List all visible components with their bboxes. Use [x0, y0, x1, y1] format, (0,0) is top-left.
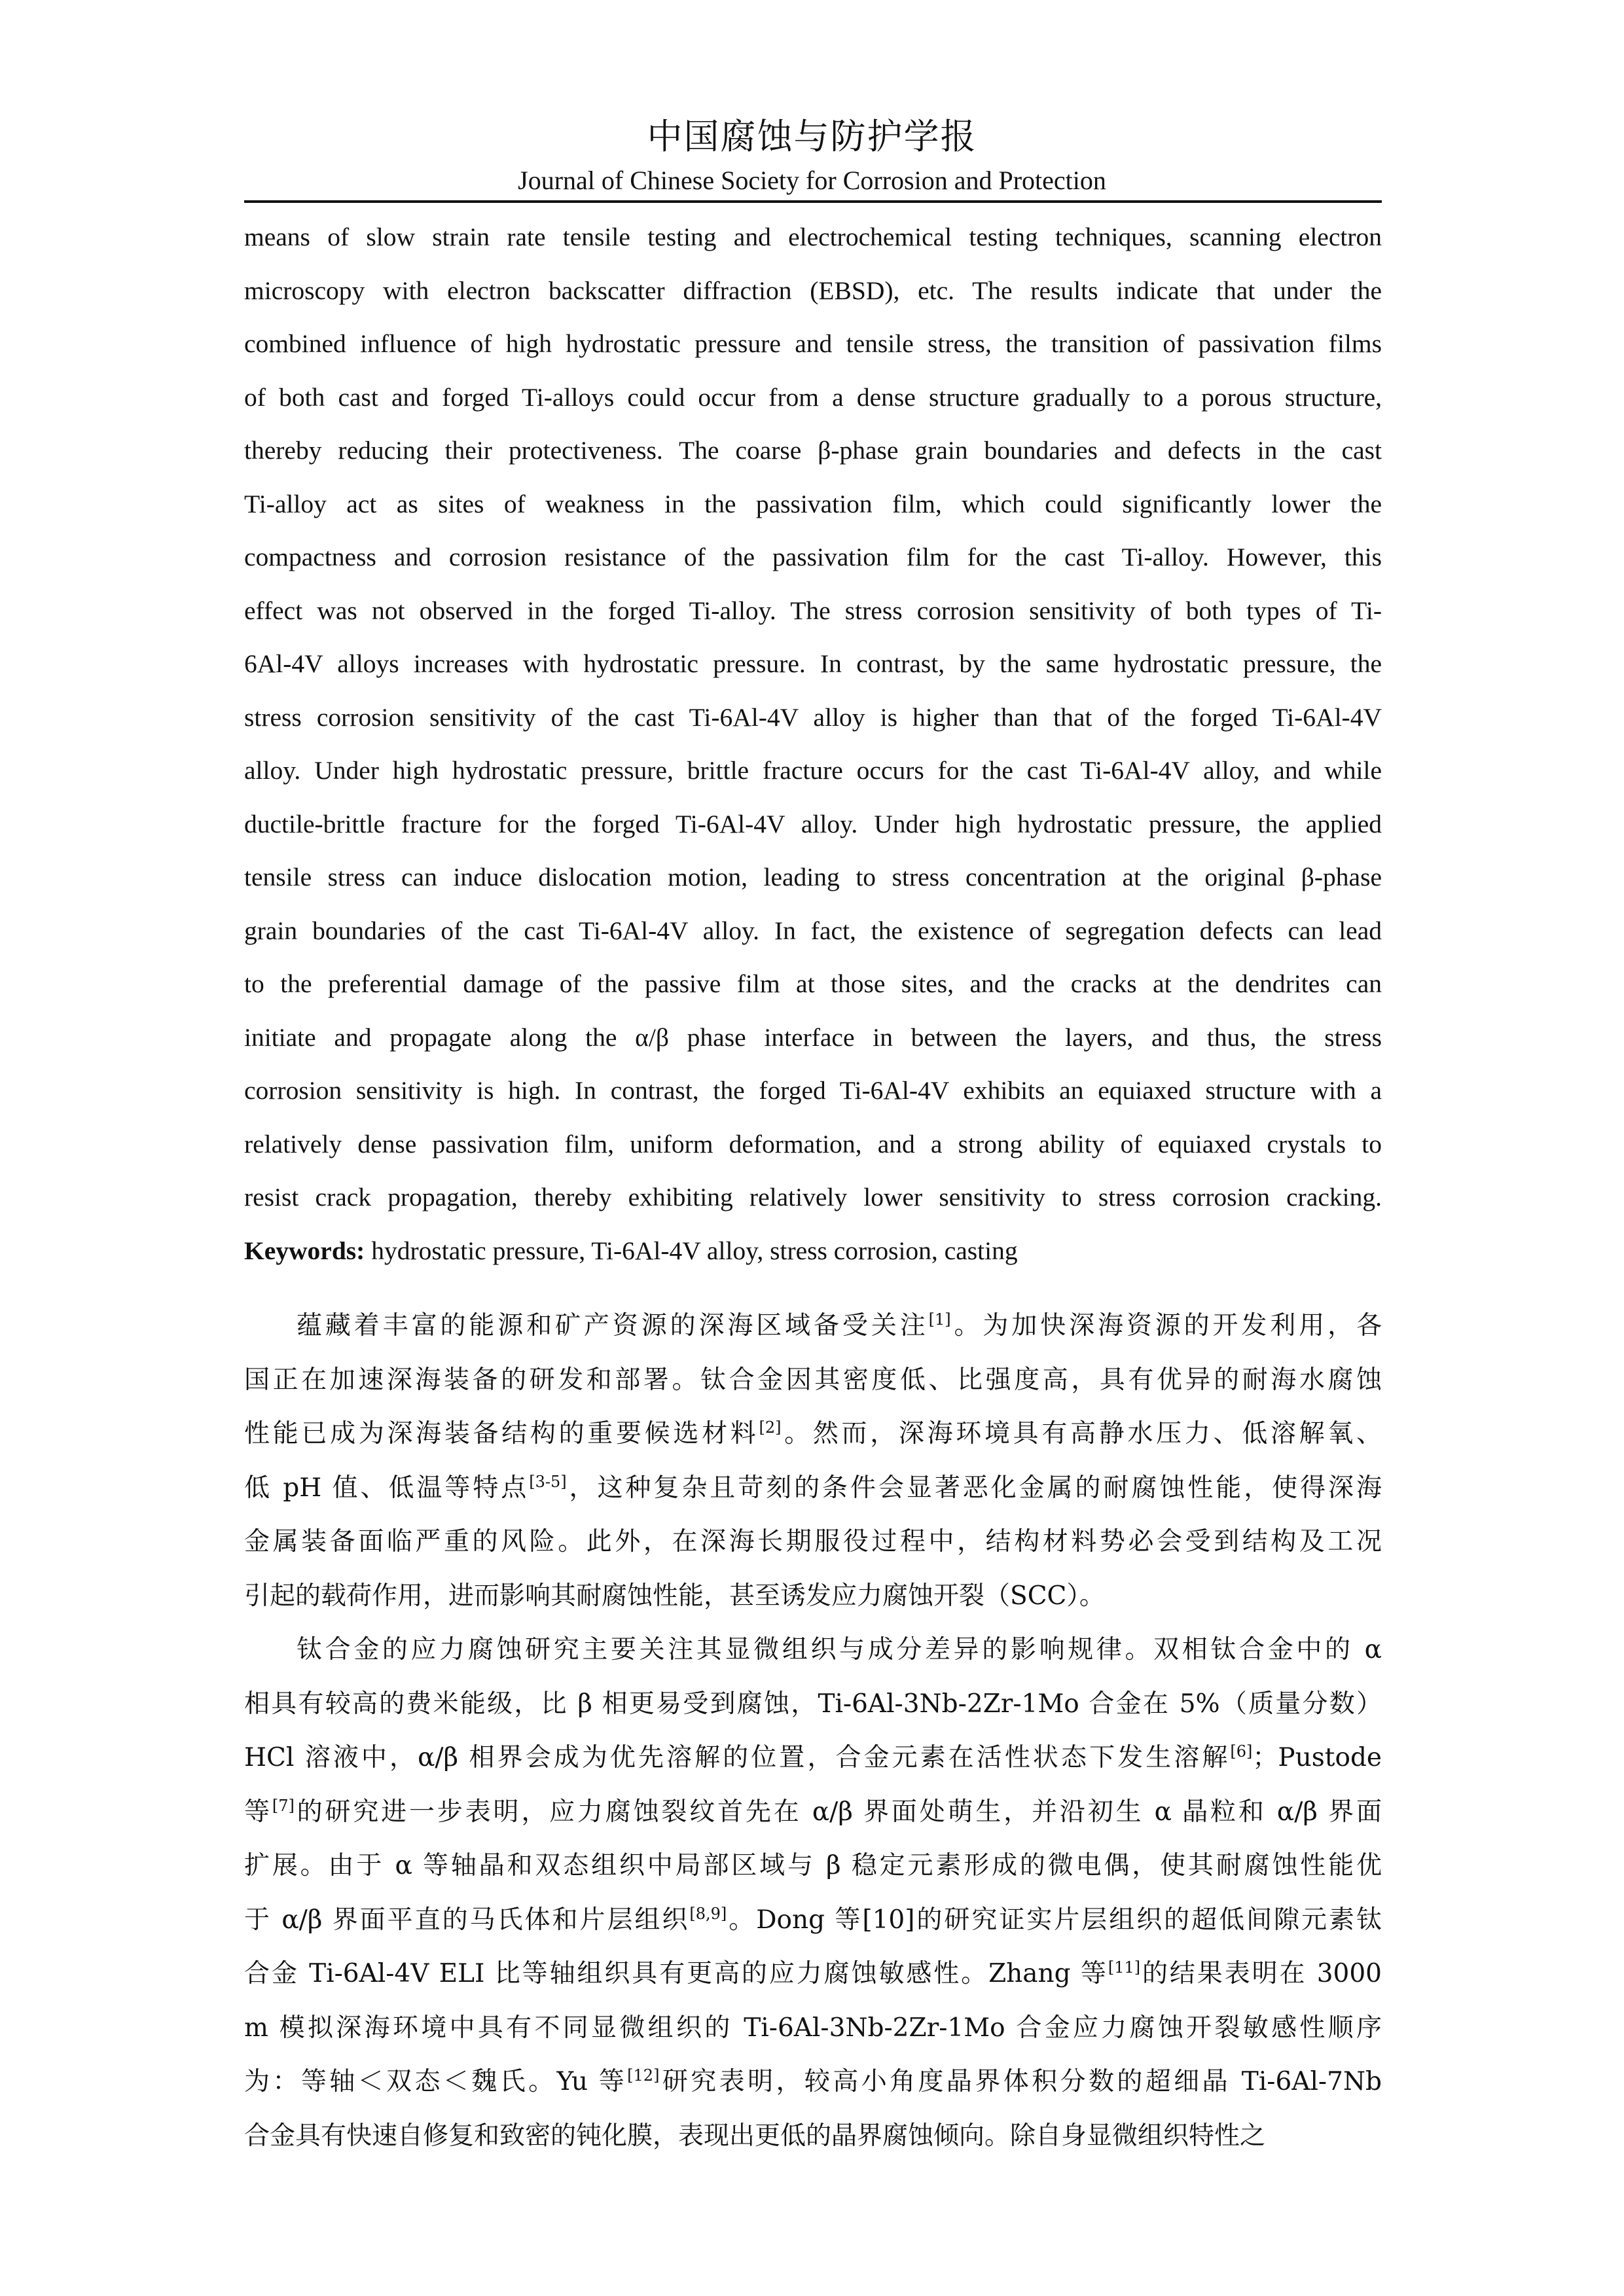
- line-text: 于 α/β 界面平直的马氏体和片层组织: [244, 1905, 690, 1935]
- abstract-line: alloy. Under high hydrostatic pressure, brittle fracture occurs for the cast Ti-6Al-4V alloy, and while: [244, 756, 1382, 785]
- paragraph-line: [244, 1570, 1382, 1624]
- abstract-line: to the preferential damage of the passive film at those sites, and the cracks at the dendrites can: [244, 969, 1382, 998]
- line-text: 钛合金的应力腐蚀研究主要关注其显微组织与成分差异的影响规律。双相钛合金中的 α: [297, 1635, 1382, 1664]
- body-text: [244, 1299, 1382, 2163]
- paragraph-line: [244, 2001, 1382, 2056]
- abstract-line: initiate and propagate along the α/β phase interface in between the layers, and thus, the stress: [244, 1022, 1382, 1052]
- line-text: 金属装备面临严重的风险。此外，在深海长期服役过程中，结构材料势必会受到结构及工况: [244, 1527, 1382, 1556]
- abstract-line: effect was not observed in the forged Ti-alloy. The stress corrosion sensitivity of both types of Ti-: [244, 596, 1382, 625]
- journal-header: [0, 111, 1624, 199]
- paragraph-line: [244, 1462, 1382, 1516]
- abstract-line: stress corrosion sensitivity of the cast Ti-6Al-4V alloy is higher than that of the forged Ti-6Al-4V: [244, 702, 1382, 732]
- line-text: 蕴藏着丰富的能源和矿产资源的深海区域备受关注: [297, 1311, 929, 1340]
- keywords-text: hydrostatic pressure, Ti-6Al-4V alloy, stress corrosion, casting: [365, 1236, 1018, 1265]
- paragraph-line: [244, 1893, 1382, 1948]
- paragraph-line: [244, 1623, 1382, 1677]
- paragraph-line: [244, 1785, 1382, 1840]
- paragraph-line: [244, 1407, 1382, 1462]
- abstract-line: compactness and corrosion resistance of the passivation film for the cast Ti-alloy. However, this: [244, 543, 1382, 571]
- citation-ref: [6]: [1230, 1742, 1253, 1761]
- abstract-line: 6Al-4V alloys increases with hydrostatic pressure. In contrast, by the same hydrostatic pressure, the: [244, 649, 1382, 678]
- line-text: 为：等轴＜双态＜魏氏。Yu 等: [244, 2067, 628, 2096]
- line-text: m 模拟深海环境中具有不同显微组织的 Ti-6Al-3Nb-2Zr-1Mo 合金应力腐蚀开裂敏感性顺序: [244, 2013, 1382, 2043]
- abstract-line: microscopy with electron backscatter diffraction (EBSD), etc. The results indicate that under the: [244, 276, 1382, 305]
- line-text: 低 pH 值、低温等特点: [244, 1473, 530, 1503]
- paragraph-line: [244, 2109, 1382, 2164]
- line-text: 合金具有快速自修复和致密的钝化膜，表现出更低的晶界腐蚀倾向。除自身显微组织特性之: [244, 2121, 1266, 2151]
- abstract-line: tensile stress can induce dislocation motion, leading to stress concentration at the original β-phase: [244, 863, 1382, 891]
- line-text: 国正在加速深海装备的研发和部署。钛合金因其密度低、比强度高，具有优异的耐海水腐蚀: [244, 1365, 1382, 1395]
- paragraph-line: [244, 1839, 1382, 1893]
- header-divider: [244, 200, 1382, 203]
- citation-ref: [11]: [1108, 1958, 1141, 1977]
- paragraph-line: [244, 1677, 1382, 1732]
- paragraph-line: [244, 1515, 1382, 1570]
- paragraph-line: [244, 1731, 1382, 1785]
- journal-title-cn: 中国腐蚀与防护学报: [647, 116, 977, 157]
- abstract-line: relatively dense passivation film, uniform deformation, and a strong ability of equiaxed crystals to: [244, 1129, 1382, 1158]
- paragraph-line: [244, 2055, 1382, 2109]
- keywords-label: Keywords:: [244, 1236, 365, 1265]
- line-text: 性能已成为深海装备结构的重要候选材料: [244, 1419, 759, 1448]
- abstract-line: resist crack propagation, thereby exhibiting relatively lower sensitivity to stress corrosion cracking.: [244, 1183, 1382, 1211]
- abstract-line: of both cast and forged Ti-alloys could occur from a dense structure gradually to a porous structure,: [244, 382, 1382, 412]
- line-text: HCl 溶液中，α/β 相界会成为优先溶解的位置，合金元素在活性状态下发生溶解: [244, 1743, 1231, 1772]
- abstract-line: corrosion sensitivity is high. In contrast, the forged Ti-6Al-4V exhibits an equiaxed structure with a: [244, 1076, 1382, 1105]
- line-text: ，这种复杂且苛刻的条件会显著恶化金属的耐腐蚀性能，使得深海: [566, 1473, 1382, 1503]
- abstract-line: combined influence of high hydrostatic pressure and tensile stress, the transition of passivation films: [244, 329, 1382, 358]
- paragraph-line: [244, 1299, 1382, 1354]
- citation-ref: [3-5]: [529, 1472, 567, 1491]
- abstract-line: thereby reducing their protectiveness. The coarse β-phase grain boundaries and defects in the cast: [244, 436, 1382, 465]
- abstract-line: Ti-alloy act as sites of weakness in the passivation film, which could significantly lower the: [244, 489, 1382, 518]
- line-text: ；Pustode: [1252, 1743, 1382, 1772]
- abstract-line: ductile-brittle fracture for the forged Ti-6Al-4V alloy. Under high hydrostatic pressure, the applied: [244, 809, 1382, 838]
- line-text: 扩展。由于 α 等轴晶和双态组织中局部区域与 β 稳定元素形成的微电偶，使其耐腐蚀性能优: [244, 1851, 1382, 1880]
- line-text: 合金 Ti-6Al-4V ELI 比等轴组织具有更高的应力腐蚀敏感性。Zhang 等: [244, 1959, 1108, 1988]
- line-text: 的研究进一步表明，应力腐蚀裂纹首先在 α/β 界面处萌生，并沿初生 α 晶粒和 α/β 界面: [294, 1797, 1382, 1827]
- line-text: 研究表明，较高小角度晶界体积分数的超细晶 Ti-6Al-7Nb: [659, 2067, 1382, 2096]
- citation-ref: [7]: [272, 1796, 295, 1815]
- citation-ref: [12]: [627, 2066, 660, 2085]
- paragraph-line: [244, 1947, 1382, 2001]
- line-text: 。为加快深海资源的开发利用，各: [950, 1311, 1382, 1340]
- abstract-line: means of slow strain rate tensile testing and electrochemical testing techniques, scanning electron: [244, 223, 1382, 251]
- citation-ref: [8,9]: [689, 1904, 727, 1923]
- keywords-line: [244, 1225, 1382, 1278]
- citation-ref: [1]: [928, 1310, 951, 1329]
- abstract-text: [244, 211, 1382, 1278]
- citation-ref: [2]: [759, 1418, 782, 1437]
- line-text: 等: [244, 1797, 272, 1827]
- line-text: 相具有较高的费米能级，比 β 相更易受到腐蚀，Ti-6Al-3Nb-2Zr-1Mo 合金在 5%（质量分数）: [244, 1689, 1382, 1719]
- abstract-line: grain boundaries of the cast Ti-6Al-4V alloy. In fact, the existence of segregation defects can lead: [244, 916, 1382, 945]
- paragraph-2: [244, 1623, 1382, 2163]
- line-text: 引起的载荷作用，进而影响其耐腐蚀性能，甚至诱发应力腐蚀开裂（SCC）。: [244, 1581, 1105, 1611]
- line-text: 。Dong 等[10]的研究证实片层组织的超低间隙元素钛: [727, 1905, 1382, 1935]
- paragraph-line: [244, 1354, 1382, 1408]
- paragraph-1: [244, 1299, 1382, 1623]
- line-text: 的结果表明在 3000: [1140, 1959, 1382, 1988]
- journal-title-en: Journal of Chinese Society for Corrosion and Protection: [518, 166, 1106, 195]
- line-text: 。然而，深海环境具有高静水压力、低溶解氧、: [781, 1419, 1382, 1448]
